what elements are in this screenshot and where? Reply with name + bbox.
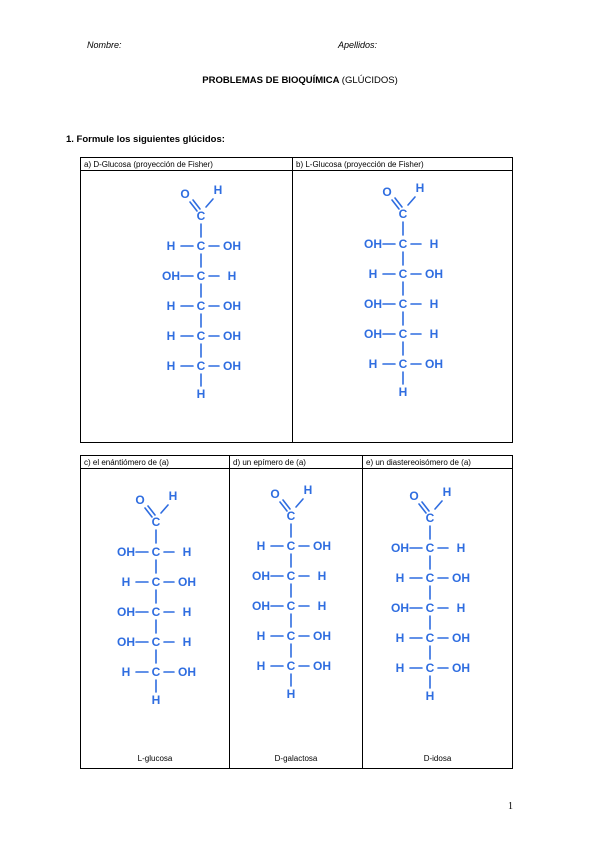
left-substituent: OH bbox=[117, 605, 135, 619]
page-title bbox=[0, 75, 600, 86]
fisher-projection-e bbox=[363, 456, 514, 770]
bond-line bbox=[296, 499, 303, 507]
chiral-carbon: C bbox=[425, 601, 435, 615]
left-substituent: OH bbox=[252, 569, 270, 583]
box-e-label: e) un diastereoisómero de (a) bbox=[363, 456, 512, 469]
right-substituent: OH bbox=[178, 665, 196, 679]
left-substituent: H bbox=[121, 665, 131, 679]
box-c bbox=[80, 455, 230, 769]
right-substituent: H bbox=[456, 541, 466, 555]
bond-line bbox=[435, 501, 442, 509]
chiral-carbon: C bbox=[398, 267, 408, 281]
bottom-hydrogen: H bbox=[151, 693, 161, 707]
aldehyde-carbon: C bbox=[398, 207, 408, 221]
left-substituent: OH bbox=[364, 297, 382, 311]
title-main: PROBLEMAS DE BIOQUÍMICA bbox=[202, 75, 340, 86]
left-substituent: OH bbox=[162, 269, 180, 283]
left-substituent: H bbox=[395, 571, 405, 585]
right-substituent: H bbox=[227, 269, 237, 283]
aldehyde-hydrogen: H bbox=[213, 183, 223, 197]
left-substituent: H bbox=[395, 661, 405, 675]
right-substituent: H bbox=[317, 569, 327, 583]
left-substituent: H bbox=[395, 631, 405, 645]
chiral-carbon: C bbox=[425, 661, 435, 675]
bond-line bbox=[161, 505, 168, 513]
chiral-carbon: C bbox=[196, 329, 206, 343]
aldehyde-oxygen: O bbox=[270, 487, 280, 501]
page-number: 1 bbox=[508, 801, 513, 812]
right-substituent: OH bbox=[313, 629, 331, 643]
aldehyde-oxygen: O bbox=[382, 185, 392, 199]
chiral-carbon: C bbox=[398, 237, 408, 251]
box-a-label: a) D-Glucosa (proyección de Fisher) bbox=[81, 158, 292, 171]
right-substituent: H bbox=[182, 635, 192, 649]
chiral-carbon: C bbox=[196, 269, 206, 283]
chiral-carbon: C bbox=[286, 659, 296, 673]
aldehyde-carbon: C bbox=[425, 511, 435, 525]
right-substituent: OH bbox=[313, 659, 331, 673]
left-substituent: H bbox=[166, 239, 176, 253]
right-substituent: OH bbox=[313, 539, 331, 553]
chiral-carbon: C bbox=[286, 629, 296, 643]
box-d-caption: D-galactosa bbox=[274, 754, 318, 763]
left-substituent: H bbox=[368, 267, 378, 281]
left-substituent: H bbox=[166, 299, 176, 313]
chiral-carbon: C bbox=[398, 327, 408, 341]
chiral-carbon: C bbox=[398, 297, 408, 311]
question-1: 1. Formule los siguientes glúcidos: bbox=[66, 134, 225, 145]
right-substituent: H bbox=[429, 327, 439, 341]
box-e bbox=[362, 455, 513, 769]
aldehyde-hydrogen: H bbox=[303, 483, 313, 497]
aldehyde-oxygen: O bbox=[180, 187, 190, 201]
right-substituent: H bbox=[429, 297, 439, 311]
bond-line bbox=[206, 199, 213, 207]
chiral-carbon: C bbox=[196, 239, 206, 253]
right-substituent: OH bbox=[452, 571, 470, 585]
chiral-carbon: C bbox=[151, 545, 161, 559]
aldehyde-oxygen: O bbox=[135, 493, 145, 507]
fisher-projection-c bbox=[81, 456, 231, 770]
aldehyde-oxygen: O bbox=[409, 489, 419, 503]
box-e-caption: D-idosa bbox=[423, 754, 452, 763]
bottom-hydrogen: H bbox=[196, 387, 206, 401]
right-substituent: OH bbox=[223, 299, 241, 313]
fisher-projection-a bbox=[81, 158, 294, 444]
aldehyde-carbon: C bbox=[286, 509, 296, 523]
box-c-caption: L-glucosa bbox=[137, 754, 173, 763]
box-b bbox=[292, 157, 513, 443]
left-substituent: OH bbox=[364, 327, 382, 341]
left-substituent: OH bbox=[117, 545, 135, 559]
right-substituent: H bbox=[317, 599, 327, 613]
bottom-hydrogen: H bbox=[286, 687, 296, 701]
fisher-projection-d bbox=[230, 456, 364, 770]
fisher-projection-b bbox=[293, 158, 514, 444]
chiral-carbon: C bbox=[398, 357, 408, 371]
chiral-carbon: C bbox=[196, 359, 206, 373]
chiral-carbon: C bbox=[425, 541, 435, 555]
left-substituent: H bbox=[368, 357, 378, 371]
aldehyde-hydrogen: H bbox=[415, 181, 425, 195]
box-d-label: d) un epímero de (a) bbox=[230, 456, 362, 469]
left-substituent: H bbox=[166, 329, 176, 343]
chiral-carbon: C bbox=[286, 539, 296, 553]
apellidos-label: Apellidos: bbox=[338, 40, 378, 50]
box-d bbox=[229, 455, 363, 769]
right-substituent: H bbox=[182, 605, 192, 619]
bottom-hydrogen: H bbox=[398, 385, 408, 399]
left-substituent: H bbox=[166, 359, 176, 373]
nombre-label: Nombre: bbox=[87, 40, 122, 50]
chiral-carbon: C bbox=[151, 635, 161, 649]
chiral-carbon: C bbox=[286, 569, 296, 583]
box-b-label: b) L-Glucosa (proyección de Fisher) bbox=[293, 158, 512, 171]
chiral-carbon: C bbox=[196, 299, 206, 313]
aldehyde-carbon: C bbox=[196, 209, 206, 223]
right-substituent: H bbox=[182, 545, 192, 559]
left-substituent: H bbox=[256, 629, 266, 643]
left-substituent: OH bbox=[252, 599, 270, 613]
chiral-carbon: C bbox=[425, 631, 435, 645]
left-substituent: H bbox=[256, 539, 266, 553]
aldehyde-carbon: C bbox=[151, 515, 161, 529]
bottom-hydrogen: H bbox=[425, 689, 435, 703]
right-substituent: H bbox=[429, 237, 439, 251]
right-substituent: OH bbox=[223, 359, 241, 373]
box-c-label: c) el enántiómero de (a) bbox=[81, 456, 229, 469]
title-sub: (GLÚCIDOS) bbox=[341, 75, 398, 86]
right-substituent: OH bbox=[223, 329, 241, 343]
box-a bbox=[80, 157, 293, 443]
chiral-carbon: C bbox=[286, 599, 296, 613]
right-substituent: OH bbox=[425, 267, 443, 281]
left-substituent: OH bbox=[391, 541, 409, 555]
chiral-carbon: C bbox=[151, 665, 161, 679]
right-substituent: OH bbox=[452, 661, 470, 675]
bond-line bbox=[408, 197, 415, 205]
right-substituent: OH bbox=[425, 357, 443, 371]
right-substituent: H bbox=[456, 601, 466, 615]
left-substituent: H bbox=[256, 659, 266, 673]
left-substituent: OH bbox=[117, 635, 135, 649]
right-substituent: OH bbox=[223, 239, 241, 253]
chiral-carbon: C bbox=[425, 571, 435, 585]
right-substituent: OH bbox=[452, 631, 470, 645]
left-substituent: OH bbox=[364, 237, 382, 251]
left-substituent: OH bbox=[391, 601, 409, 615]
aldehyde-hydrogen: H bbox=[442, 485, 452, 499]
chiral-carbon: C bbox=[151, 575, 161, 589]
right-substituent: OH bbox=[178, 575, 196, 589]
chiral-carbon: C bbox=[151, 605, 161, 619]
aldehyde-hydrogen: H bbox=[168, 489, 178, 503]
left-substituent: H bbox=[121, 575, 131, 589]
